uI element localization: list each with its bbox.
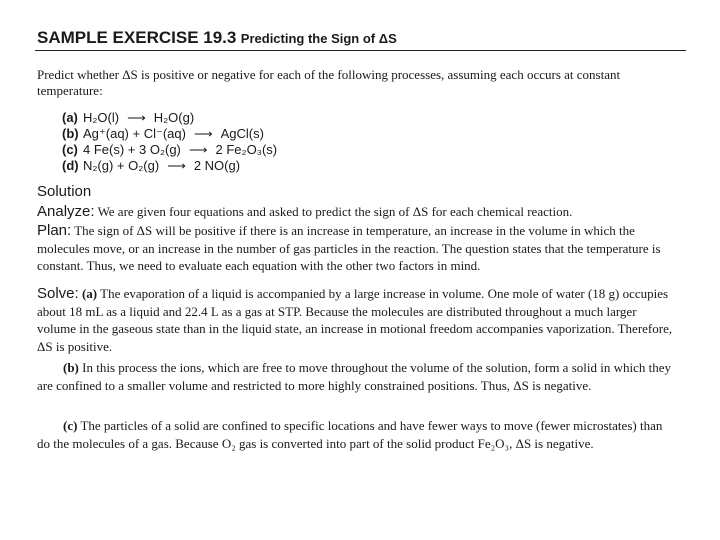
equation-label: (c): [62, 142, 78, 157]
equation-label: (d): [62, 158, 79, 173]
reaction-arrow-icon: ⟶: [127, 110, 146, 125]
exercise-number: SAMPLE EXERCISE 19.3: [37, 28, 237, 47]
solve-part-c: [37, 417, 677, 452]
equation-b: [62, 126, 277, 142]
equation-products: AgCl(s): [220, 126, 264, 141]
equation-products: 2 NO(g): [193, 158, 241, 173]
part-c-text: The particles of a solid are confined to specific locations and have fewer ways to move (fewer microstates) than do the molecules of a gas. Because O₂ gas is converted into part of the solid product Fe₂O₃, ΔS is negative.: [37, 418, 663, 451]
equation-d: [62, 158, 277, 174]
equation-label: (b): [62, 126, 79, 141]
analyze-text: We are given four equations and asked to predict the sign of ΔS for each chemical reaction.: [97, 204, 573, 219]
equation-reactants: N₂(g) + O₂(g): [83, 158, 160, 173]
analyze-label: Analyze:: [37, 203, 95, 220]
title-divider: [35, 50, 686, 51]
part-b-text: In this process the ions, which are free to move throughout the volume of the solution, form a solid in which they are confined to a smaller volume and restricted to more highly constrained positions. Thus, ΔS is negative.: [37, 360, 671, 393]
equation-c: [62, 142, 277, 158]
equation-products: 2 Fe₂O₃(s): [215, 142, 278, 157]
reaction-arrow-icon: ⟶: [188, 142, 208, 157]
plan-label: Plan:: [37, 222, 72, 239]
solve-part-a: [37, 285, 677, 355]
exercise-title: [37, 28, 397, 48]
equation-label: (a): [62, 110, 78, 125]
equation-reactants: 4 Fe(s) + 3 O₂(g): [83, 142, 181, 157]
problem-statement: Predict whether ΔS is positive or negative for each of the following processes, assuming each occurs at constant temperature:: [37, 67, 621, 98]
exercise-subtitle: Predicting the Sign of ΔS: [240, 31, 397, 46]
solve-part-b: [37, 359, 677, 394]
part-a-label: (a): [81, 286, 98, 301]
part-c-label: (c): [63, 418, 78, 433]
equation-reactants: H₂O(l): [83, 110, 120, 125]
part-a-text: The evaporation of a liquid is accompanied by a large increase in volume. One mole of water (18 g) occupies about 18 mL as a liquid and 22.4 L as a gas at STP. Because the molecules are distributed throughout a much larger volume in the gaseous state than in the liquid state, an increase in motional freedom accompanies vaporization. Therefore, ΔS is positive.: [37, 286, 673, 354]
equation-products: H₂O(g): [153, 110, 195, 125]
plan-text: The sign of ΔS will be positive if there is an increase in temperature, an increase in the volume in which the molecules move, or an increase in the number of gas particles in the reaction. The question states that the temperature is constant. Thus, we need to evaluate each equation with the other two factors in mind.: [37, 223, 661, 273]
analyze-paragraph: [37, 203, 677, 221]
solve-label: Solve:: [37, 285, 79, 302]
reaction-arrow-icon: ⟶: [193, 126, 213, 141]
plan-paragraph: [37, 222, 677, 275]
part-b-label: (b): [63, 360, 79, 375]
equation-list: [62, 110, 277, 174]
equation-reactants: Ag⁺(aq) + Cl⁻(aq): [83, 126, 186, 141]
reaction-arrow-icon: ⟶: [167, 158, 186, 173]
solution-heading: Solution: [37, 183, 92, 200]
equation-a: [62, 110, 277, 126]
